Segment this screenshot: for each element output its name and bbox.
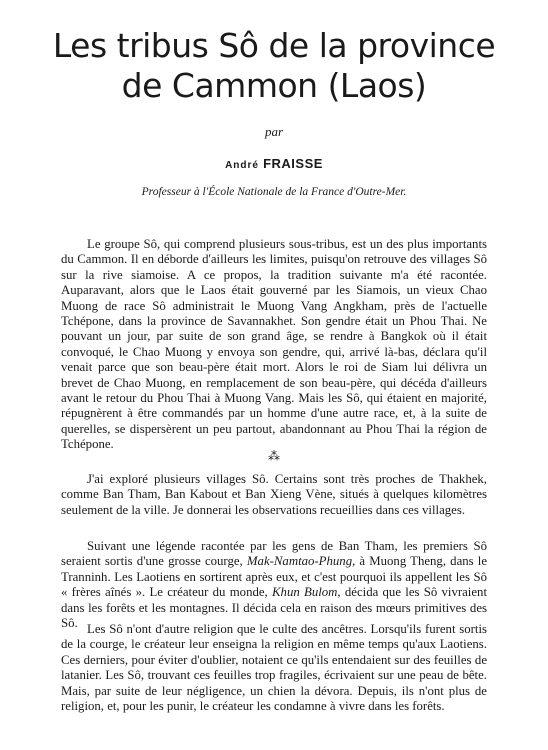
paragraph-3	[61, 539, 487, 631]
paragraph-1	[61, 237, 487, 453]
author-first-name: André	[225, 160, 259, 171]
article-title-line-2: de Cammon (Laos)	[121, 66, 427, 105]
paragraph-2	[61, 472, 487, 518]
paragraph-4	[61, 622, 487, 714]
paragraph-text: , décida que les Sô vivraient dans les forêts et les montagnes. Il décida cela en raison des mœurs primitives des Sô.	[61, 585, 488, 631]
author-name	[0, 156, 548, 171]
byline-par: par	[264, 124, 284, 139]
italic-term: Mak-Namtao-Phung	[246, 554, 353, 569]
paragraph-text: , à Muong Theng, dans le Tranninh. Les Laotiens en sortirent après eux, et c'est pourquoi ils appellent les Sô « frères aînés ». Le créateur du monde,	[61, 554, 487, 600]
italic-term: Khun Bulom	[272, 585, 338, 600]
section-ornament: ⁂	[268, 449, 280, 463]
article-title-line-1: Les tribus Sô de la province	[52, 26, 496, 65]
paragraph-text: Les Sô n'ont d'autre religion que le culte des ancêtres. Lorsqu'ils furent sortis de la courge, le créateur leur enseigna la religion en même temps qu'aux Laotiens. Ces derniers, pour éviter d'oublier, notaient ce qu'ils entendaient sur des feuilles de latanier. Les Sô, trouvant ces feuilles trop fragiles, écrivaient sur une peau de bête. Mais, par suite de leur négligence, un chien la dévora. Depuis, ils n'ont plus de religion, et, pour les punir, le créateur les condamne à vivre dans les forêts.	[61, 622, 487, 714]
paragraph-text: Le groupe Sô, qui comprend plusieurs sous-tribus, est un des plus importants du Cammon. Il en déborde d'ailleurs les limites, puisqu'on retrouve des villages Sô sur la rive siamoise. A ce propos, la tradition suivante m'a été racontée. Auparavant, alors que le Laos était gouverné par les Siamois, un vieux Chao Muong de race Sô administrait le Muong Vang Angkham, près de l'actuelle Tchépone, dans la province de Savannakhet. Son gendre était un Phou Thai. Ne pouvant un jour, par suite de son grand âge, se rendre à Bangkok où il était convoqué, le Chao Muong y envoya son gendre, qui, arrivé là-bas, déclara qu'il venait parce que son beau-père était mort. Alors le roi de Siam lui délivra un brevet de Chao Muong, en remplacement de son beau-père, qui décéda d'ailleurs avant le retour du Phou Thai à Muong Vang. Mais les Sô, qui étaient en majorité, répugnèrent à être commandés par un homme d'une autre race, et, à la suite de querelles, se dispersèrent un peu partout, abandonnant au Phou Thai la région de Tchépone.	[61, 237, 487, 452]
author-affiliation: Professeur à l'École Nationale de la France d'Outre-Mer.	[141, 186, 407, 198]
paragraph-text: Suivant une légende racontée par les gens de Ban Tham, les premiers Sô seraient sortis d'une grosse courge,	[61, 539, 487, 569]
author-last-name: FRAISSE	[263, 156, 323, 171]
paragraph-text: J'ai exploré plusieurs villages Sô. Certains sont très proches de Thakhek, comme Ban Tham, Ban Kabout et Ban Xieng Vène, situés à quelques kilomètres seulement de la ville. Je donnerai les observations recueillies dans ces villages.	[61, 472, 487, 517]
